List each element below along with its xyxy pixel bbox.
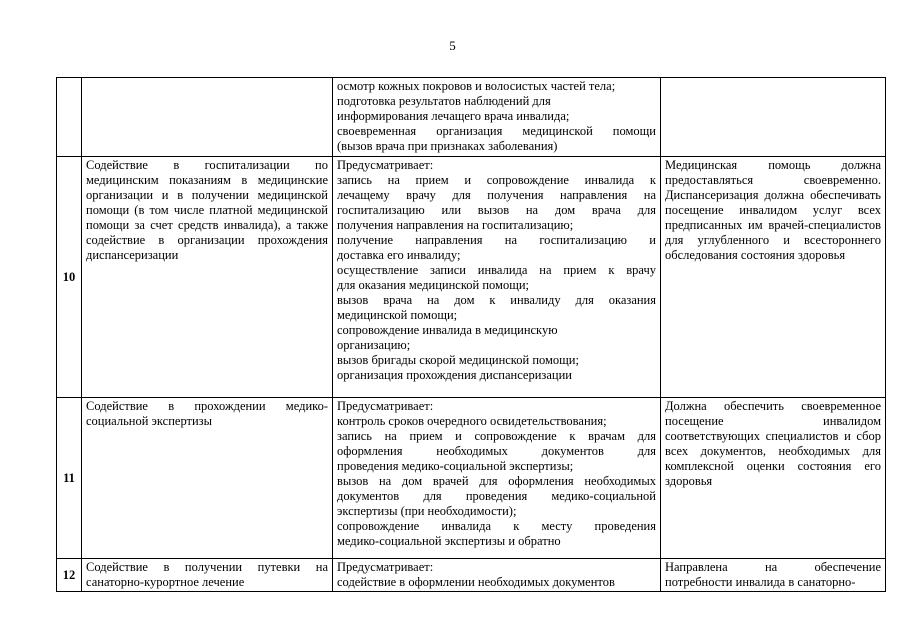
content-line: вызов врача на дом к инвалиду для оказания — [337, 293, 656, 307]
content-line: информирования лечащего врача инвалида; — [337, 109, 570, 123]
content-line: медико-социальной экспертизы и обратно — [337, 534, 561, 548]
content-line: лечащему врачу для получения направления на — [337, 188, 656, 202]
service-name: Содействие в госпитализации по медицинским показаниям в медицинские организации и в получении медицинской помощи (в том числе платной медицинской помощи за счет средств инвалида), а также содействие в организации прохождения диспансеризации — [82, 157, 333, 398]
content-line: подготовка результатов наблюдений для — [337, 94, 551, 108]
row-number: 12 — [57, 559, 82, 592]
content-line: (вызов врача при признаках заболевания) — [337, 139, 558, 153]
content-line: своевременная организация медицинской помощи — [337, 124, 656, 138]
row-number: 11 — [57, 398, 82, 559]
content-line: запись на прием и сопровождение к врачам для — [337, 429, 656, 443]
table-row — [57, 398, 886, 559]
content-line: осуществление записи инвалида на прием к врачу — [337, 263, 656, 277]
row-number — [57, 78, 82, 157]
service-content — [333, 559, 661, 592]
content-line: содействие в оформлении необходимых документов — [337, 575, 615, 589]
content-line: доставка его инвалиду; — [337, 248, 461, 262]
content-line: осмотр кожных покровов и волосистых частей тела; — [337, 79, 616, 93]
content-line: вызов бригады скорой медицинской помощи; — [337, 353, 579, 367]
table-row — [57, 559, 886, 592]
content-line: запись на прием и сопровождение инвалида к — [337, 173, 656, 187]
service-content — [333, 398, 661, 559]
content-line: госпитализацию или вызов на дом врача для — [337, 203, 656, 217]
page-number: 5 — [449, 38, 456, 53]
content-line: документов для проведения медико-социальной — [337, 489, 656, 503]
content-line: вызов на дом врачей для оформления необходимых — [337, 474, 656, 488]
service-content — [333, 157, 661, 398]
services-table — [56, 77, 886, 592]
service-note — [661, 78, 886, 157]
content-line: организацию; — [337, 338, 411, 352]
content-line: Предусматривает: — [337, 560, 434, 574]
note-cell — [661, 559, 886, 592]
content-line: сопровождение инвалида к месту проведения — [337, 519, 656, 533]
service-note: Направлена на обеспечение потребности инвалида в санаторно- — [665, 560, 881, 589]
table-row — [57, 78, 886, 157]
content-line: медицинской помощи; — [337, 308, 458, 322]
service-note: Медицинская помощь должна предоставляться своевременно. Диспансеризация должна обеспечивать посещение инвалидом услуг всех предписанных им врачей-специалистов для углубленного и всестороннего обследования состояния здоровья — [661, 157, 886, 398]
content-line: получения направления на госпитализацию; — [337, 218, 574, 232]
content-line: сопровождение инвалида в медицинскую — [337, 323, 558, 337]
service-note: Должна обеспечить своевременное посещение инвалидом соответствующих специалистов и сбор всех документов, необходимых для комплексной оценки состояния его здоровья — [661, 398, 886, 559]
content-line: Предусматривает: — [337, 158, 434, 172]
service-name — [82, 78, 333, 157]
service-content — [333, 78, 661, 157]
content-line: для оказания медицинской помощи; — [337, 278, 530, 292]
service-name: Содействие в прохождении медико-социальной экспертизы — [82, 398, 333, 559]
content-line: проведения медико-социальной экспертизы; — [337, 459, 574, 473]
content-line: Предусматривает: — [337, 399, 434, 413]
table-row — [57, 157, 886, 398]
content-line: получение направления на госпитализацию и — [337, 233, 656, 247]
content-line: экспертизы (при необходимости); — [337, 504, 517, 518]
row-number: 10 — [57, 157, 82, 398]
service-name: Содействие в получении путевки на санаторно-курортное лечение — [86, 560, 328, 589]
content-line: контроль сроков очередного освидетельствования; — [337, 414, 607, 428]
content-line: организация прохождения диспансеризации — [337, 368, 572, 382]
service-cell — [82, 559, 333, 592]
content-line: оформления необходимых документов для — [337, 444, 656, 458]
